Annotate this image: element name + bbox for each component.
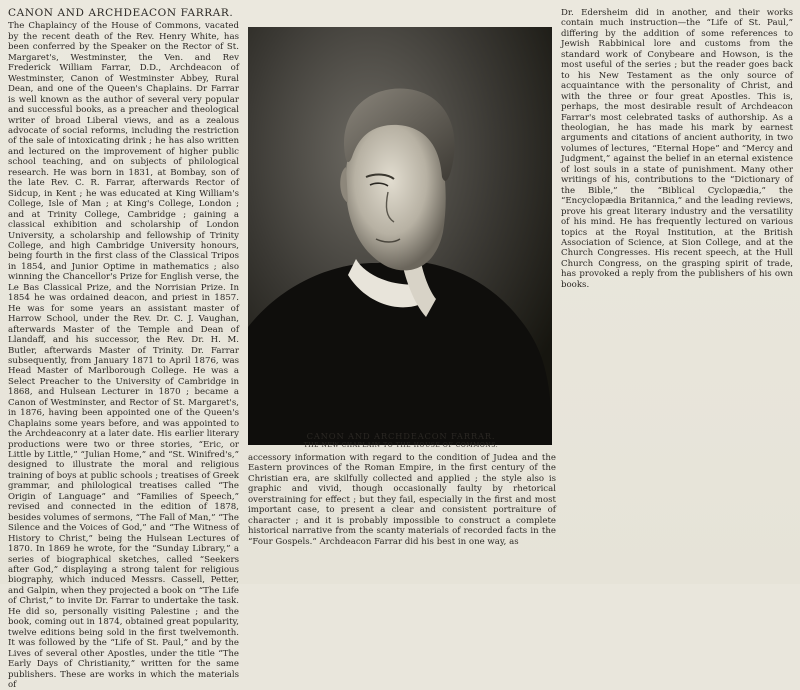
figure-caption-subtitle: THE NEW CHAPLAIN TO THE HOUSE OF COMMONS.: [303, 442, 499, 449]
article-column-right: [561, 8, 793, 290]
article-body-right: Dr. Edersheim did in another, and their works contain much instruction—the “Life of St. Paul,” differing by the addition of some references to Jewish Rabbinical lore and customs from the standard work of Conybeare and Howson, is the most useful of the series ; but the reader goes back to his New Testament as the only source of acquaintance with the personality of Christ, and with the three or four great Apostles. This is, perhaps, the most desirable result of Archdeacon Farrar's most celebrated tasks of authorship. As a theologian, he has made his mark by earnest arguments and citations of ancient authority, in two volumes of lectures, “Eternal Hope” and “Mercy and Judgment,” against the belief in an eternal existence of lost souls in a state of punishment. Many other writings of his, contributions to the “Dictionary of the Bible,” the “Biblical Cyclopædia,” the “Encyclopædia Britannica,” and the leading reviews, prove his great literary industry and the versatility of his mind. He has frequently lectured on various topics at the Royal Institution, at the British Association of Science, at Sion College, and at the Church Congresses. His recent speech, at the Hull Church Congress, on the grasping spirit of trade, has provoked a reply from the publishers of his own books.: [561, 8, 793, 290]
article-heading: CANON AND ARCHDEACON FARRAR.: [8, 7, 234, 19]
figure-caption-title: CANON AND ARCHDEACON FARRAR.: [306, 431, 496, 441]
portrait-engraving: [248, 27, 552, 445]
article-body-middle: accessory information with regard to the condition of Judea and the Eastern provinces of the Roman Empire, in the first century of the Christian era, are skilfully collected and applied ; the style also is graphic and vivid, though occasionally faulty by rhetorical overstraining for effect ; but they fail, especially in the first and most important case, to present a clear and consistent portraiture of character ; and it is probably impossible to construct a complete historical narrative from the scanty materials of recorded facts in the “Four Gospels.” Archdeacon Farrar did his best in one way, as: [248, 453, 556, 547]
article-body-left: The Chaplaincy of the House of Commons, vacated by the recent death of the Rev. Henry White, has been conferred by the Speaker on the Rector of St. Margaret's, Westminster, the Ven. and Rev Frederick William Farrar, D.D., Archdeacon of Westminster, Canon of Westminster Abbey, Rural Dean, and one of the Queen's Chaplains. Dr Farrar is well known as the author of several very popular and successful books, as a preacher and theological writer of broad Liberal views, and as a zealous advocate of social reforms, including the restriction of the sale of intoxicating drink ; he has also written and lectured on the improvement of higher public school teaching, and on subjects of philological research. He was born in 1831, at Bombay, son of the late Rev. C. R. Farrar, afterwards Rector of Sidcup, in Kent ; he was educated at King William's College, Isle of Man ; at King's College, London ; and at Trinity College, Cambridge ; gaining a classical exhibition and scholarship of London University, a scholarship and fellowship of Trinity College, and high Cambridge University honours, being fourth in the first class of the Classical Tripos in 1854, and Junior Optime in mathematics ; also winning the Chancellor's Prize for English verse, the Le Bas Classical Prize, and the Norrisian Prize. In 1854 he was ordained deacon, and priest in 1857. He was for some years an assistant master of Harrow School, under the Rev. Dr. C. J. Vaughan, afterwards Master of the Temple and Dean of Llandaff, and his successor, the Rev. Dr. H. M. Butler, afterwards Master of Trinity. Dr. Farrar subsequently, from January 1871 to April 1876, was Head Master of Marlborough College. He was a Select Preacher to the University of Cambridge in 1868, and Hulsean Lecturer in 1870 ; became a Canon of Westminster, and Rector of St. Margaret's, in 1876, having been appointed one of the Queen's Chaplains some years before, and was appointed to the Archdeaconry at a later date. His earlier literary productions were two or three stories, “Eric, or Little by Little,” “Julian Home,” and “St. Winifred's,” designed to illustrate the moral and religious training of boys at public schools ; treatises of Greek grammar, and philological treatises called “The Origin of Language” and “Families of Speech,” revised and connected in the edition of 1878, besides volumes of sermons, “The Fall of Man,” “The Silence and the Voices of God,” and “The Witness of History to Christ,” being the Hulsean Lectures of 1870. In 1869 he wrote, for the “Sunday Library,” a series of biographical sketches, called “Seekers after God,” displaying a strong talent for religious biography, which induced Messrs. Cassell, Petter, and Galpin, when they projected a book on “The Life of Christ,” to invite Dr. Farrar to undertake the task. He did so, personally visiting Palestine ; and the book, coming out in 1874, obtained great popularity, twelve editions being sold in the first twelvemonth. It was followed by the “Life of St. Paul,” and by the Lives of several other Apostles, under the title “The Early Days of Christianity,” written for the same publishers. These are works in which the materials of: [8, 21, 239, 690]
article-column-middle-bottom: [248, 453, 556, 547]
article-column-left: [8, 8, 239, 690]
